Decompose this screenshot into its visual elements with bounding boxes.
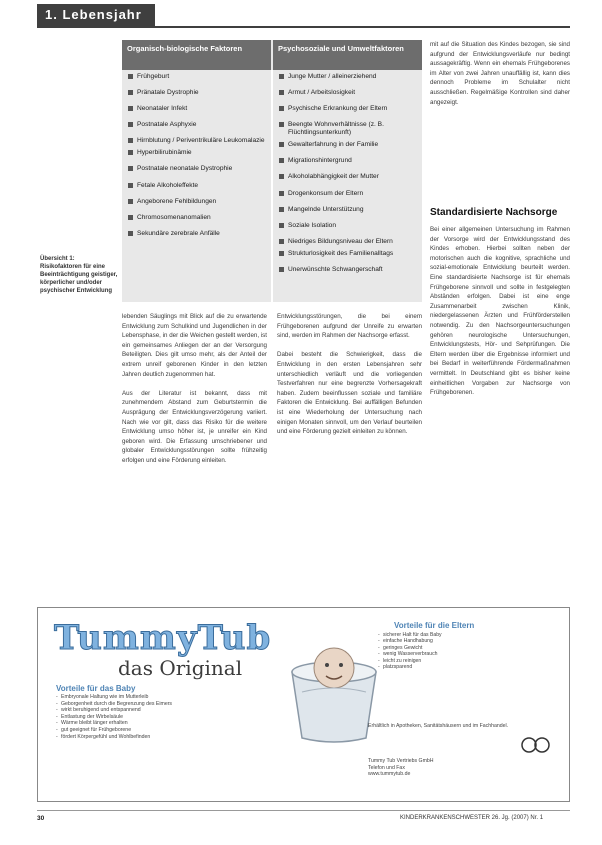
ad-parents-title: Vorteile für die Eltern [394, 621, 475, 630]
ad-list-item: - Wärme bleibt länger erhalten [56, 720, 251, 727]
ad-list-item: - fördert Körpergefühl und Wohlbefinden [56, 734, 251, 741]
text-column-2 [277, 312, 422, 597]
table-item: Drogenkonsum der Eltern [277, 190, 417, 198]
ad-list-item: - sicherer Halt für das Baby [378, 632, 564, 638]
section-heading: Standardisierte Nachsorge [430, 207, 558, 218]
ad-list-item: - platzsparend [378, 664, 564, 670]
ad-list-item: - wirkt beruhigend und entspannend [56, 707, 251, 714]
table-item: Soziale Isolation [277, 222, 417, 230]
ad-baby-list [56, 694, 251, 740]
text-column-1 [122, 312, 267, 597]
ad-availability-note: Erhältlich in Apotheken, Sanitätshäusern und im Fachhandel. [368, 723, 509, 729]
table-item: Strukturlosigkeit des Familienalltags [277, 250, 417, 258]
ad-list-item: - wenig Wasserverbrauch [378, 651, 564, 657]
page-number: 30 [37, 815, 45, 822]
ad-baby-title: Vorteile für das Baby [56, 684, 136, 693]
table-item: Postnatale Asphyxie [126, 121, 266, 129]
advertisement [37, 607, 570, 802]
table-header-right: Psychosoziale und Umweltfaktoren [273, 40, 422, 70]
table-header-left: Organisch-biologische Faktoren [122, 40, 271, 70]
table-item: Fetale Alkoholeffekte [126, 182, 266, 190]
ad-contact-line: Telefon und Fax [368, 764, 405, 771]
table-item: Chromosomenanomalien [126, 214, 266, 222]
paragraph: Entwicklungsstörungen, die bei einem Frühgeborenen aufgrund der Unreife zu erwarten sind, werden im Rahmen der Nachsorge erfasst. [277, 313, 422, 340]
table-item: Pränatale Dystrophie [126, 89, 266, 97]
header-rule [37, 26, 570, 28]
table-item: Niedriges Bildungsniveau der Eltern [277, 238, 417, 246]
table-item: Mangelnde Unterstützung [277, 206, 417, 214]
table-item: Postnatale neonatale Dystrophie [126, 165, 266, 173]
brand-tagline: das Original [118, 656, 243, 680]
table-item: Sekundäre zerebrale Anfälle [126, 230, 266, 238]
table-caption: Übersicht 1: Risikofaktoren für eine Beeinträchtigung geistiger, körperlicher und/oder psychischer Entwicklung [40, 256, 118, 294]
ad-list-item: - einfache Handhabung [378, 638, 564, 644]
ad-list-item: - leicht zu reinigen [378, 658, 564, 664]
quality-seal-icon [520, 736, 552, 754]
table-item: Beengte Wohnverhältnisse (z. B. Flüchtlingsunterkunft) [277, 121, 417, 137]
table-right-column [277, 73, 417, 282]
ad-list-item: - Geborgenheit durch die Begrenzung des Eimers [56, 701, 251, 708]
ad-parents-list [378, 632, 564, 670]
table-item: Angeborene Fehlbildungen [126, 198, 266, 206]
table-divider [271, 70, 273, 302]
paragraph: mit auf die Situation des Kindes bezogen, sie sind aufgrund der Entwicklungsverläufe nur bedingt aussagekräftig. Wenn ein ehemals Frühgeborenes im Alter von zwei Jahren unauffällig ist, kann dies dennoch Probleme im Schulalter nicht ausschließen. Regelmäßige Kontrollen sind daher angezeigt. [430, 41, 570, 106]
table-item: Frühgeburt [126, 73, 266, 81]
table-item: Hirnblutung / Periventrikuläre Leukomalazie [126, 137, 266, 145]
ad-contact-line: www.tummytub.de [368, 771, 411, 778]
ad-list-item: - Entlastung der Wirbelsäule [56, 714, 251, 721]
table-item: Migrationshintergrund [277, 157, 417, 165]
ad-contact [368, 758, 558, 778]
text-column-3 [430, 225, 570, 597]
chapter-tab: 1. Lebensjahr [37, 4, 155, 26]
paragraph: Dabei besteht die Schwierigkeit, dass die Entwicklung in den ersten Lebensjahren sehr unterschiedlich verläuft und die vorliegenden Testverfahren nur eine begrenzte Vorhersagekraft haben. Zudem beeinflussen soziale und familiäre Faktoren die Entwicklung. Bei auffälligen Befunden ist eine Wiederholung der Untersuchung nach einigen Monaten sinnvoll, um den Verlauf beurteilen und eine Förderung gezielt einleiten zu können. [277, 351, 422, 436]
journal-name: KINDERKRANKENSCHWESTER 26. Jg. (2007) Nr. 1 [400, 815, 544, 821]
table-item: Alkoholabhängigkeit der Mutter [277, 173, 417, 181]
paragraph: Aus der Literatur ist bekannt, dass mit zunehmendem Abstand zum Geburtstermin die Ausprägung der Entwicklungsverzögerung variiert. Nach wie vor gilt, dass das Risiko für die weitere Entwicklung umso höher ist, je unreifer ein Kind geboren wird. Die Erfassung umschriebener und globaler Entwicklungsstörungen sollte frühzeitig erfolgen und eine Förderung einleiten. [122, 389, 267, 464]
paragraph: Bei einer allgemeinen Untersuchung im Rahmen der Vorsorge wird der Entwicklungsstand des Kindes erhoben. Hierbei sollten neben der motorischen auch die kognitive, sprachliche und sozial-emotionale Entwicklung beurteilt werden. Eine standardisierte Nachsorge ist für ehemals Frühgeborene sinnvoll und sollte in festgelegten Abständen erfolgen. Dabei ist eine enge Zusammenarbeit zwischen Klinik, niedergelassenen Ärzten und Frühförderstellen notwendig. Zu den Nachsorgeuntersuchungen gehören neurologische Untersuchungen, Entwicklungstests, Hör- und Sehprüfungen. Die Eltern werden über die Ergebnisse informiert und bei Bedarf in weiterführende Fördermaßnahmen vermittelt. In Deutschland gibt es bisher keine einheitlichen Vorgaben zur Nachsorge von Frühgeborenen. [430, 226, 570, 397]
footer-rule [37, 810, 570, 811]
table-item: Unerwünschte Schwangerschaft [277, 266, 417, 274]
ad-list-item: - geringes Gewicht [378, 645, 564, 651]
table-item: Armut / Arbeitslosigkeit [277, 89, 417, 97]
table-item: Psychische Erkrankung der Eltern [277, 105, 417, 113]
table-item: Neonataler Infekt [126, 105, 266, 113]
ad-list-item: - Embryonale Haltung wie im Mutterleib [56, 694, 251, 701]
table-left-column [126, 73, 266, 246]
paragraph: lebenden Säuglings mit Blick auf die zu erwartende Entwicklung zum Schulkind und Jugendlichen in der Lebensphase, in der die Weichen gestellt werden, ist ein gemeinsames Anliegen der an der Versorgung Beteiligten. Dies gilt umso mehr, als der Anteil der extrem unreif geborenen Kinder in den letzten Jahren deutlich zugenommen hat. [122, 313, 267, 378]
risk-factors-table [122, 40, 422, 302]
ad-list-item: - gut geeignet für Frühgeborene [56, 727, 251, 734]
table-item: Gewalterfahrung in der Familie [277, 141, 417, 149]
table-item: Junge Mutter / alleinerziehend [277, 73, 417, 81]
table-item: Hyperbilirubinämie [126, 149, 266, 157]
text-column-3-top [430, 40, 570, 180]
ad-contact-line: Tummy Tub Vertriebs GmbH [368, 758, 434, 764]
brand-logo: TummyTub [54, 618, 272, 658]
